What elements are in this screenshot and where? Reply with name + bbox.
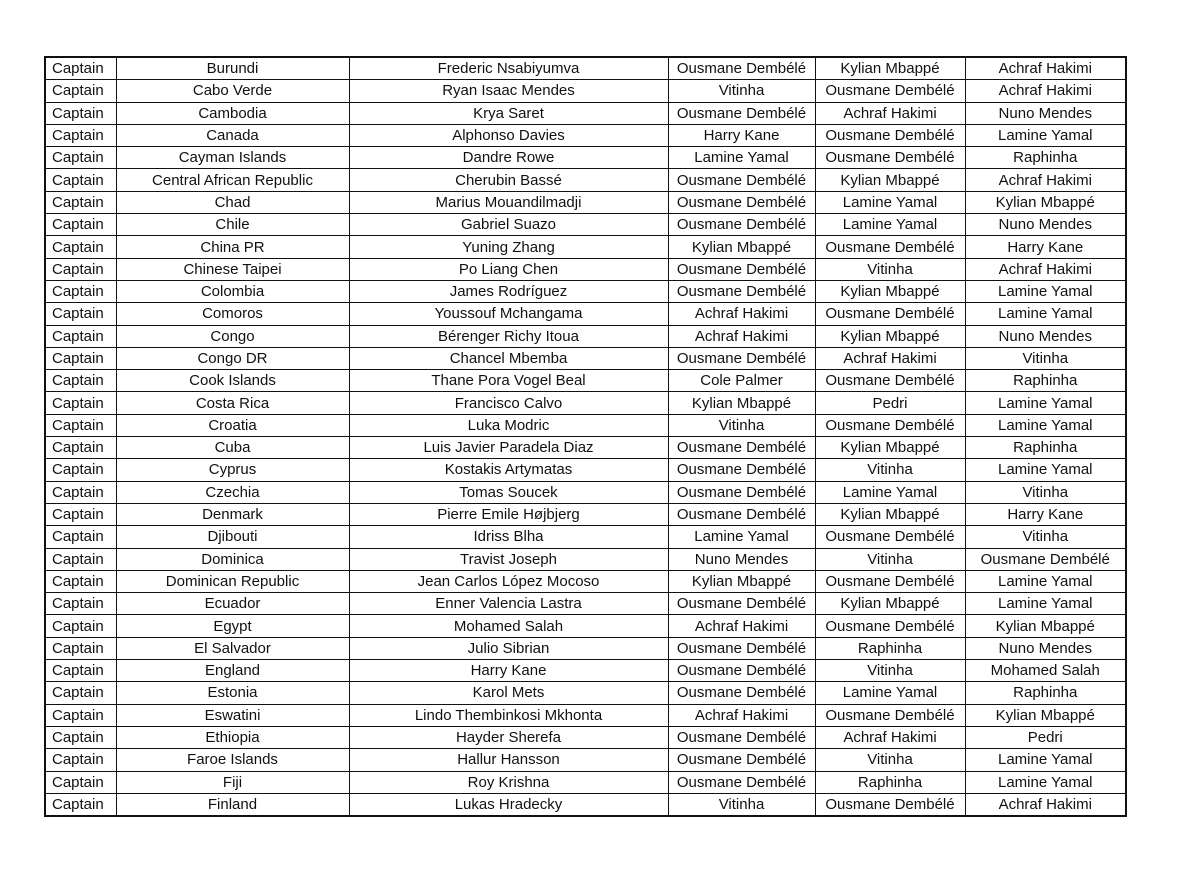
- third-choice-cell: Ousmane Dembélé: [965, 548, 1126, 570]
- role-cell: Captain: [45, 169, 116, 191]
- country-cell: Chinese Taipei: [116, 258, 349, 280]
- third-choice-cell: Lamine Yamal: [965, 771, 1126, 793]
- table-row: [45, 771, 1126, 793]
- table-row: [45, 749, 1126, 771]
- table-row: [45, 370, 1126, 392]
- third-choice-cell: Lamine Yamal: [965, 280, 1126, 302]
- voter-cell: Bérenger Richy Itoua: [349, 325, 668, 347]
- third-choice-cell: Lamine Yamal: [965, 593, 1126, 615]
- first-choice-cell: Achraf Hakimi: [668, 303, 815, 325]
- table-row: [45, 80, 1126, 102]
- role-cell: Captain: [45, 503, 116, 525]
- table-row: [45, 303, 1126, 325]
- third-choice-cell: Pedri: [965, 726, 1126, 748]
- voter-cell: Cherubin Bassé: [349, 169, 668, 191]
- voter-cell: Gabriel Suazo: [349, 214, 668, 236]
- first-choice-cell: Ousmane Dembélé: [668, 593, 815, 615]
- role-cell: Captain: [45, 637, 116, 659]
- third-choice-cell: Nuno Mendes: [965, 214, 1126, 236]
- voter-cell: Frederic Nsabiyumva: [349, 57, 668, 80]
- first-choice-cell: Ousmane Dembélé: [668, 57, 815, 80]
- table-row: [45, 214, 1126, 236]
- second-choice-cell: Ousmane Dembélé: [815, 526, 965, 548]
- voter-cell: Francisco Calvo: [349, 392, 668, 414]
- third-choice-cell: Achraf Hakimi: [965, 169, 1126, 191]
- table-row: [45, 236, 1126, 258]
- country-cell: Colombia: [116, 280, 349, 302]
- first-choice-cell: Kylian Mbappé: [668, 392, 815, 414]
- country-cell: Estonia: [116, 682, 349, 704]
- voter-cell: Lukas Hradecky: [349, 793, 668, 816]
- first-choice-cell: Vitinha: [668, 414, 815, 436]
- country-cell: Cyprus: [116, 459, 349, 481]
- third-choice-cell: Lamine Yamal: [965, 124, 1126, 146]
- first-choice-cell: Harry Kane: [668, 124, 815, 146]
- role-cell: Captain: [45, 660, 116, 682]
- voter-cell: Hayder Sherefa: [349, 726, 668, 748]
- country-cell: Fiji: [116, 771, 349, 793]
- voter-cell: Tomas Soucek: [349, 481, 668, 503]
- role-cell: Captain: [45, 726, 116, 748]
- second-choice-cell: Achraf Hakimi: [815, 726, 965, 748]
- country-cell: Dominica: [116, 548, 349, 570]
- third-choice-cell: Vitinha: [965, 481, 1126, 503]
- table-body: [45, 57, 1126, 816]
- first-choice-cell: Ousmane Dembélé: [668, 481, 815, 503]
- third-choice-cell: Kylian Mbappé: [965, 704, 1126, 726]
- third-choice-cell: Kylian Mbappé: [965, 615, 1126, 637]
- second-choice-cell: Ousmane Dembélé: [815, 704, 965, 726]
- first-choice-cell: Ousmane Dembélé: [668, 214, 815, 236]
- role-cell: Captain: [45, 771, 116, 793]
- second-choice-cell: Pedri: [815, 392, 965, 414]
- country-cell: El Salvador: [116, 637, 349, 659]
- table-row: [45, 258, 1126, 280]
- first-choice-cell: Lamine Yamal: [668, 526, 815, 548]
- first-choice-cell: Ousmane Dembélé: [668, 258, 815, 280]
- voter-cell: Marius Mouandilmadji: [349, 191, 668, 213]
- country-cell: Congo DR: [116, 347, 349, 369]
- country-cell: England: [116, 660, 349, 682]
- first-choice-cell: Vitinha: [668, 793, 815, 816]
- second-choice-cell: Ousmane Dembélé: [815, 570, 965, 592]
- third-choice-cell: Achraf Hakimi: [965, 258, 1126, 280]
- second-choice-cell: Ousmane Dembélé: [815, 236, 965, 258]
- second-choice-cell: Raphinha: [815, 771, 965, 793]
- second-choice-cell: Kylian Mbappé: [815, 593, 965, 615]
- role-cell: Captain: [45, 280, 116, 302]
- first-choice-cell: Ousmane Dembélé: [668, 191, 815, 213]
- second-choice-cell: Vitinha: [815, 749, 965, 771]
- first-choice-cell: Ousmane Dembélé: [668, 726, 815, 748]
- country-cell: China PR: [116, 236, 349, 258]
- voter-cell: Po Liang Chen: [349, 258, 668, 280]
- second-choice-cell: Vitinha: [815, 548, 965, 570]
- voter-cell: Yuning Zhang: [349, 236, 668, 258]
- third-choice-cell: Raphinha: [965, 147, 1126, 169]
- first-choice-cell: Ousmane Dembélé: [668, 437, 815, 459]
- table-row: [45, 704, 1126, 726]
- table-row: [45, 793, 1126, 816]
- table-row: [45, 593, 1126, 615]
- country-cell: Czechia: [116, 481, 349, 503]
- third-choice-cell: Harry Kane: [965, 503, 1126, 525]
- table-row: [45, 325, 1126, 347]
- third-choice-cell: Achraf Hakimi: [965, 57, 1126, 80]
- voter-cell: Lindo Thembinkosi Mkhonta: [349, 704, 668, 726]
- country-cell: Cuba: [116, 437, 349, 459]
- third-choice-cell: Lamine Yamal: [965, 303, 1126, 325]
- second-choice-cell: Ousmane Dembélé: [815, 793, 965, 816]
- role-cell: Captain: [45, 191, 116, 213]
- voter-cell: Ryan Isaac Mendes: [349, 80, 668, 102]
- table-row: [45, 124, 1126, 146]
- voter-cell: Idriss Blha: [349, 526, 668, 548]
- third-choice-cell: Raphinha: [965, 370, 1126, 392]
- first-choice-cell: Ousmane Dembélé: [668, 682, 815, 704]
- third-choice-cell: Achraf Hakimi: [965, 80, 1126, 102]
- country-cell: Chile: [116, 214, 349, 236]
- second-choice-cell: Kylian Mbappé: [815, 437, 965, 459]
- first-choice-cell: Ousmane Dembélé: [668, 169, 815, 191]
- third-choice-cell: Kylian Mbappé: [965, 191, 1126, 213]
- second-choice-cell: Achraf Hakimi: [815, 347, 965, 369]
- first-choice-cell: Ousmane Dembélé: [668, 459, 815, 481]
- voter-cell: Chancel Mbemba: [349, 347, 668, 369]
- voter-cell: Thane Pora Vogel Beal: [349, 370, 668, 392]
- second-choice-cell: Ousmane Dembélé: [815, 370, 965, 392]
- captain-votes-table: [44, 56, 1127, 817]
- first-choice-cell: Ousmane Dembélé: [668, 347, 815, 369]
- role-cell: Captain: [45, 414, 116, 436]
- table-row: [45, 615, 1126, 637]
- table-row: [45, 682, 1126, 704]
- third-choice-cell: Lamine Yamal: [965, 749, 1126, 771]
- third-choice-cell: Vitinha: [965, 347, 1126, 369]
- table-row: [45, 459, 1126, 481]
- second-choice-cell: Vitinha: [815, 459, 965, 481]
- country-cell: Djibouti: [116, 526, 349, 548]
- country-cell: Ecuador: [116, 593, 349, 615]
- third-choice-cell: Harry Kane: [965, 236, 1126, 258]
- third-choice-cell: Nuno Mendes: [965, 637, 1126, 659]
- second-choice-cell: Kylian Mbappé: [815, 280, 965, 302]
- role-cell: Captain: [45, 347, 116, 369]
- role-cell: Captain: [45, 749, 116, 771]
- first-choice-cell: Cole Palmer: [668, 370, 815, 392]
- role-cell: Captain: [45, 57, 116, 80]
- role-cell: Captain: [45, 392, 116, 414]
- first-choice-cell: Ousmane Dembélé: [668, 660, 815, 682]
- country-cell: Burundi: [116, 57, 349, 80]
- voter-cell: Pierre Emile Højbjerg: [349, 503, 668, 525]
- first-choice-cell: Ousmane Dembélé: [668, 280, 815, 302]
- role-cell: Captain: [45, 593, 116, 615]
- second-choice-cell: Kylian Mbappé: [815, 325, 965, 347]
- first-choice-cell: Vitinha: [668, 80, 815, 102]
- table-row: [45, 437, 1126, 459]
- country-cell: Cook Islands: [116, 370, 349, 392]
- third-choice-cell: Lamine Yamal: [965, 392, 1126, 414]
- role-cell: Captain: [45, 303, 116, 325]
- role-cell: Captain: [45, 615, 116, 637]
- second-choice-cell: Vitinha: [815, 660, 965, 682]
- table-row: [45, 548, 1126, 570]
- first-choice-cell: Kylian Mbappé: [668, 236, 815, 258]
- second-choice-cell: Lamine Yamal: [815, 214, 965, 236]
- table-row: [45, 503, 1126, 525]
- role-cell: Captain: [45, 147, 116, 169]
- second-choice-cell: Lamine Yamal: [815, 191, 965, 213]
- voter-cell: Youssouf Mchangama: [349, 303, 668, 325]
- role-cell: Captain: [45, 570, 116, 592]
- role-cell: Captain: [45, 481, 116, 503]
- voter-cell: Alphonso Davies: [349, 124, 668, 146]
- third-choice-cell: Nuno Mendes: [965, 102, 1126, 124]
- country-cell: Costa Rica: [116, 392, 349, 414]
- role-cell: Captain: [45, 437, 116, 459]
- voter-cell: Enner Valencia Lastra: [349, 593, 668, 615]
- third-choice-cell: Raphinha: [965, 437, 1126, 459]
- second-choice-cell: Ousmane Dembélé: [815, 80, 965, 102]
- role-cell: Captain: [45, 102, 116, 124]
- role-cell: Captain: [45, 526, 116, 548]
- third-choice-cell: Lamine Yamal: [965, 570, 1126, 592]
- first-choice-cell: Nuno Mendes: [668, 548, 815, 570]
- second-choice-cell: Raphinha: [815, 637, 965, 659]
- table-row: [45, 191, 1126, 213]
- table-row: [45, 526, 1126, 548]
- table-row: [45, 392, 1126, 414]
- first-choice-cell: Ousmane Dembélé: [668, 102, 815, 124]
- voter-cell: Jean Carlos López Mocoso: [349, 570, 668, 592]
- table-row: [45, 726, 1126, 748]
- second-choice-cell: Ousmane Dembélé: [815, 414, 965, 436]
- table-row: [45, 637, 1126, 659]
- third-choice-cell: Vitinha: [965, 526, 1126, 548]
- role-cell: Captain: [45, 793, 116, 816]
- table-row: [45, 414, 1126, 436]
- first-choice-cell: Achraf Hakimi: [668, 325, 815, 347]
- role-cell: Captain: [45, 548, 116, 570]
- country-cell: Congo: [116, 325, 349, 347]
- role-cell: Captain: [45, 80, 116, 102]
- voter-cell: Roy Krishna: [349, 771, 668, 793]
- table-row: [45, 570, 1126, 592]
- country-cell: Dominican Republic: [116, 570, 349, 592]
- country-cell: Croatia: [116, 414, 349, 436]
- voter-cell: Harry Kane: [349, 660, 668, 682]
- third-choice-cell: Raphinha: [965, 682, 1126, 704]
- country-cell: Central African Republic: [116, 169, 349, 191]
- country-cell: Ethiopia: [116, 726, 349, 748]
- third-choice-cell: Achraf Hakimi: [965, 793, 1126, 816]
- first-choice-cell: Lamine Yamal: [668, 147, 815, 169]
- country-cell: Denmark: [116, 503, 349, 525]
- country-cell: Egypt: [116, 615, 349, 637]
- second-choice-cell: Lamine Yamal: [815, 682, 965, 704]
- second-choice-cell: Ousmane Dembélé: [815, 147, 965, 169]
- role-cell: Captain: [45, 682, 116, 704]
- role-cell: Captain: [45, 459, 116, 481]
- second-choice-cell: Kylian Mbappé: [815, 57, 965, 80]
- role-cell: Captain: [45, 370, 116, 392]
- table-row: [45, 57, 1126, 80]
- third-choice-cell: Lamine Yamal: [965, 414, 1126, 436]
- country-cell: Eswatini: [116, 704, 349, 726]
- role-cell: Captain: [45, 258, 116, 280]
- first-choice-cell: Ousmane Dembélé: [668, 749, 815, 771]
- country-cell: Faroe Islands: [116, 749, 349, 771]
- country-cell: Cayman Islands: [116, 147, 349, 169]
- table-row: [45, 660, 1126, 682]
- first-choice-cell: Ousmane Dembélé: [668, 637, 815, 659]
- second-choice-cell: Kylian Mbappé: [815, 503, 965, 525]
- voter-cell: Julio Sibrian: [349, 637, 668, 659]
- role-cell: Captain: [45, 236, 116, 258]
- table-row: [45, 147, 1126, 169]
- country-cell: Comoros: [116, 303, 349, 325]
- table-row: [45, 169, 1126, 191]
- table-row: [45, 347, 1126, 369]
- first-choice-cell: Achraf Hakimi: [668, 704, 815, 726]
- table-row: [45, 102, 1126, 124]
- voter-cell: Luis Javier Paradela Diaz: [349, 437, 668, 459]
- third-choice-cell: Nuno Mendes: [965, 325, 1126, 347]
- first-choice-cell: Kylian Mbappé: [668, 570, 815, 592]
- first-choice-cell: Ousmane Dembélé: [668, 771, 815, 793]
- voter-cell: Hallur Hansson: [349, 749, 668, 771]
- country-cell: Chad: [116, 191, 349, 213]
- voter-cell: Luka Modric: [349, 414, 668, 436]
- role-cell: Captain: [45, 124, 116, 146]
- country-cell: Finland: [116, 793, 349, 816]
- role-cell: Captain: [45, 704, 116, 726]
- second-choice-cell: Ousmane Dembélé: [815, 124, 965, 146]
- voter-cell: Karol Mets: [349, 682, 668, 704]
- voter-cell: James Rodríguez: [349, 280, 668, 302]
- country-cell: Cambodia: [116, 102, 349, 124]
- role-cell: Captain: [45, 214, 116, 236]
- first-choice-cell: Ousmane Dembélé: [668, 503, 815, 525]
- first-choice-cell: Achraf Hakimi: [668, 615, 815, 637]
- second-choice-cell: Achraf Hakimi: [815, 102, 965, 124]
- second-choice-cell: Lamine Yamal: [815, 481, 965, 503]
- table-row: [45, 481, 1126, 503]
- country-cell: Canada: [116, 124, 349, 146]
- voter-cell: Kostakis Artymatas: [349, 459, 668, 481]
- country-cell: Cabo Verde: [116, 80, 349, 102]
- voter-cell: Dandre Rowe: [349, 147, 668, 169]
- table-row: [45, 280, 1126, 302]
- voter-cell: Mohamed Salah: [349, 615, 668, 637]
- vote-sheet: [44, 56, 1127, 817]
- third-choice-cell: Lamine Yamal: [965, 459, 1126, 481]
- second-choice-cell: Ousmane Dembélé: [815, 303, 965, 325]
- second-choice-cell: Kylian Mbappé: [815, 169, 965, 191]
- second-choice-cell: Ousmane Dembélé: [815, 615, 965, 637]
- role-cell: Captain: [45, 325, 116, 347]
- voter-cell: Krya Saret: [349, 102, 668, 124]
- voter-cell: Travist Joseph: [349, 548, 668, 570]
- second-choice-cell: Vitinha: [815, 258, 965, 280]
- third-choice-cell: Mohamed Salah: [965, 660, 1126, 682]
